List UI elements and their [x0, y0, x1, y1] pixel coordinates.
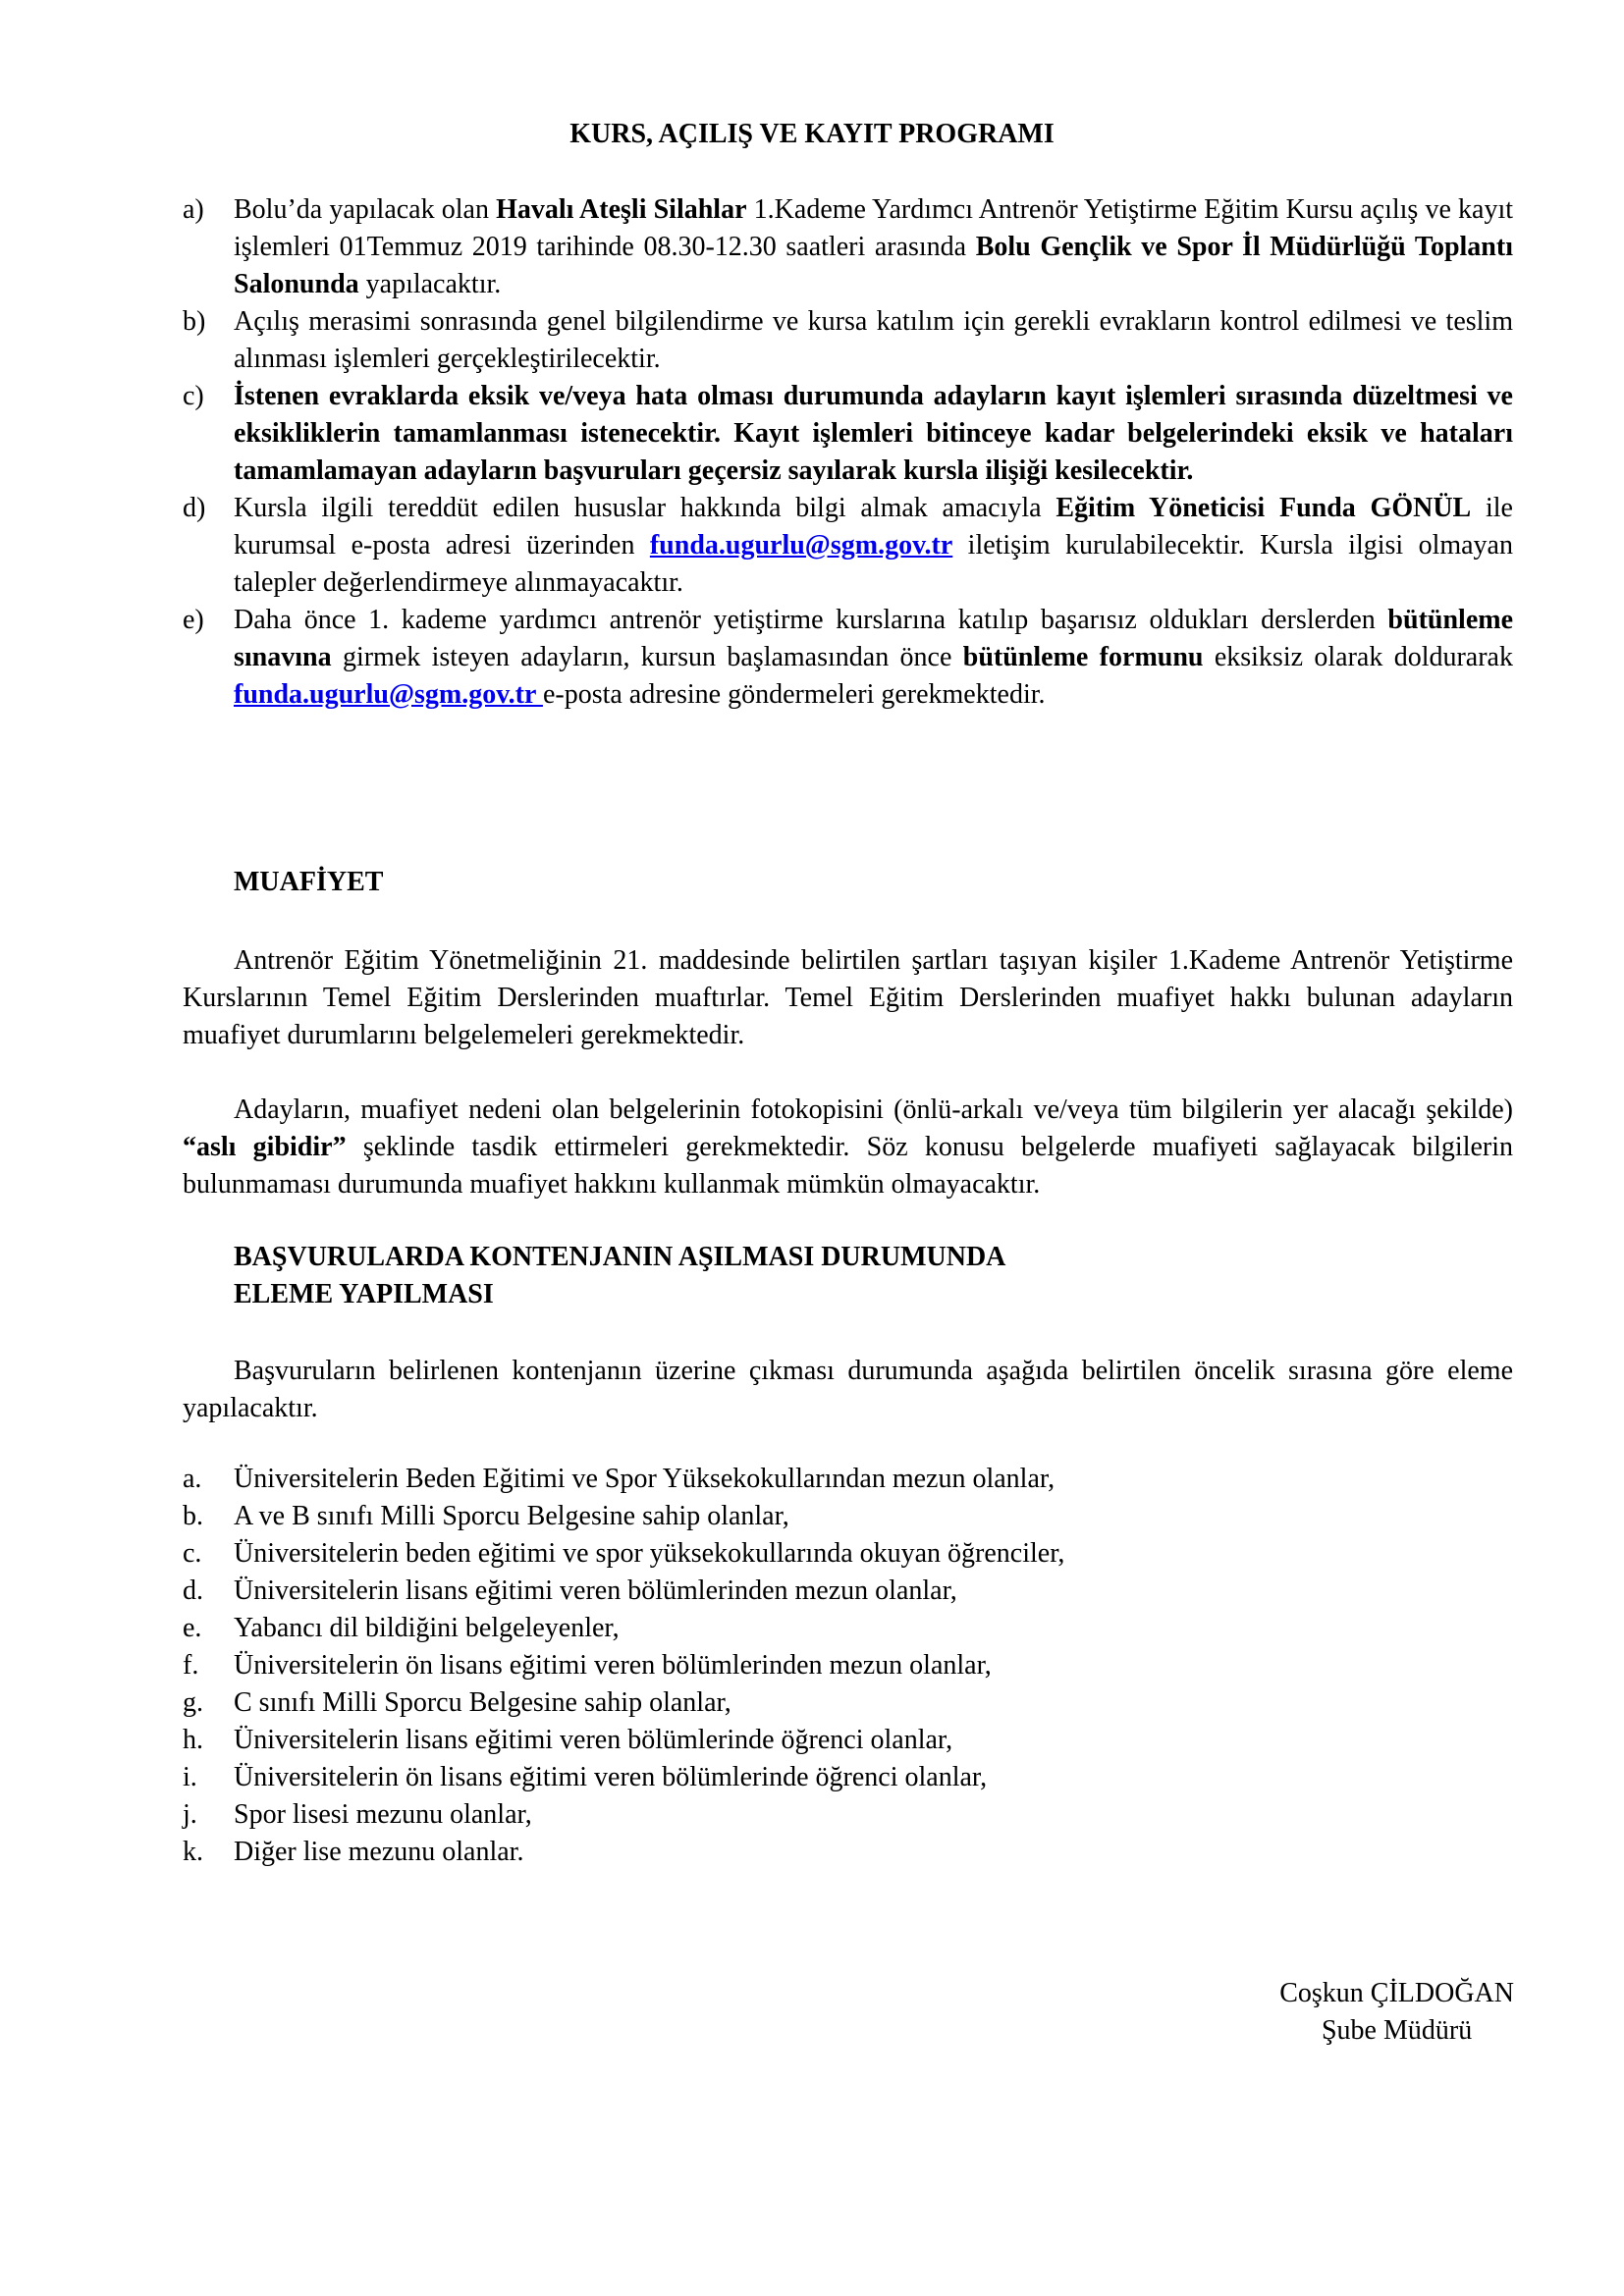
bold-text: İstenen evraklarda eksik ve/veya hata olması durumunda adayların kayıt işlemleri sırasında düzeltmesi ve eksikliklerin tamamlanması istenecektir. Kayıt işlemleri bitinceye kadar belgelerindeki eksik ve hataları tamamlamayan adayların başvuruları geçersiz sayılarak kursla ilişiği kesilecektir.: [234, 381, 1513, 486]
text-run: yapılacaktır.: [358, 269, 502, 299]
program-item: [183, 602, 1513, 714]
text-run: e-posta adresine göndermeleri gerekmektedir.: [542, 679, 1046, 710]
list-item: [183, 1573, 1513, 1610]
program-item: [183, 378, 1513, 490]
page-title: KURS, AÇILIŞ VE KAYIT PROGRAMI: [569, 119, 1055, 149]
program-item: [183, 490, 1513, 602]
list-item-text: Üniversitelerin ön lisans eğitimi veren bölümlerinden mezun olanlar,: [234, 1650, 992, 1681]
program-item: [183, 191, 1513, 303]
list-item-text: A ve B sınıfı Milli Sporcu Belgesine sahip olanlar,: [234, 1501, 789, 1531]
muafiyet-paragraph-2: [183, 1092, 1513, 1203]
program-item-text: [234, 602, 1513, 714]
list-item-label: c.: [183, 1538, 202, 1569]
muafiyet-paragraph-1: Antrenör Eğitim Yönetmeliğinin 21. maddesinde belirtilen şartları taşıyan kişiler 1.Kademe Antrenör Yetiştirme Kurslarının Temel Eğitim Derslerinden muaftırlar. Temel Eğitim Derslerinden muafiyet hakkı bulunan adayların muafiyet durumlarını belgelemeleri gerekmektedir.: [183, 945, 1513, 1050]
list-item-label: j.: [183, 1799, 197, 1830]
text-run: Bolu’da yapılacak olan: [234, 194, 497, 225]
list-item-text: Üniversitelerin lisans eğitimi veren bölümlerinde öğrenci olanlar,: [234, 1725, 953, 1755]
bold-text: bütünleme sınavına: [234, 605, 1513, 672]
list-item-text: Üniversitelerin lisans eğitimi veren bölümlerinden mezun olanlar,: [234, 1575, 957, 1606]
signature-name: Coşkun ÇİLDOĞAN: [1279, 1978, 1514, 2008]
signature-title: Şube Müdürü: [1321, 2015, 1473, 2046]
text-run: 1.Kademe Yardımcı Antrenör Yetiştirme Eğitim Kursu açılış ve kayıt işlemleri 01Temmuz 2019 tarihinde 08.30-12.30 saatleri arasında: [234, 194, 1514, 262]
eleme-list: [183, 1461, 1513, 1871]
program-item-label: c): [183, 381, 204, 411]
signature-block: [1279, 1975, 1514, 2050]
program-item-label: e): [183, 605, 204, 635]
bold-text: bütünleme formunu: [962, 642, 1204, 672]
list-item: [183, 1647, 1513, 1684]
text-run: eksiksiz olarak doldurarak: [1203, 642, 1513, 672]
bold-text: Bolu Gençlik ve Spor İl Müdürlüğü Toplantı Salonunda: [234, 232, 1513, 299]
program-item-label: d): [183, 493, 206, 523]
email-link[interactable]: funda.ugurlu@sgm.gov.tr: [649, 530, 953, 561]
list-item: [183, 1834, 1513, 1871]
text-run: ile kurumsal e-posta adresi üzerinden: [234, 493, 1513, 561]
bold-text: Havalı Ateşli Silahlar: [496, 194, 747, 225]
eleme-heading: [234, 1239, 1005, 1313]
program-item-label: a): [183, 194, 204, 225]
program-item: [183, 303, 1513, 378]
eleme-intro: Başvuruların belirlenen kontenjanın üzerine çıkması durumunda aşağıda belirtilen öncelik sırasına göre eleme yapılacaktır.: [183, 1356, 1513, 1423]
list-item: [183, 1461, 1513, 1498]
list-item: [183, 1759, 1513, 1796]
email-link[interactable]: funda.ugurlu@sgm.gov.tr: [234, 679, 543, 710]
program-item-text: [234, 191, 1513, 303]
list-item: [183, 1610, 1513, 1647]
bold-text: Eğitim Yöneticisi Funda GÖNÜL: [1056, 493, 1472, 523]
list-item: [183, 1535, 1513, 1573]
list-item: [183, 1684, 1513, 1722]
list-item: [183, 1722, 1513, 1759]
muafiyet-heading: MUAFİYET: [234, 867, 384, 897]
list-item-text: Yabancı dil bildiğini belgeleyenler,: [234, 1613, 620, 1643]
list-item-label: h.: [183, 1725, 203, 1755]
program-item-text: [234, 378, 1513, 490]
list-item-text: Spor lisesi mezunu olanlar,: [234, 1799, 532, 1830]
list-item-label: i.: [183, 1762, 197, 1792]
list-item-label: b.: [183, 1501, 203, 1531]
list-item-text: Üniversitelerin Beden Eğitimi ve Spor Yüksekokullarından mezun olanlar,: [234, 1464, 1056, 1494]
list-item: [183, 1498, 1513, 1535]
program-item-text: [234, 490, 1513, 602]
text-run: iletişim kurulabilecektir. Kursla ilgisi olmayan talepler değerlendirmeye alınmayacaktır.: [234, 530, 1513, 598]
eleme-heading-line-1: BAŞVURULARDA KONTENJANIN AŞILMASI DURUMUNDA: [234, 1242, 1006, 1272]
list-item-label: a.: [183, 1464, 202, 1494]
muafiyet-p2-after: şeklinde tasdik ettirmeleri gerekmektedir. Söz konusu belgelerde muafiyeti sağlayacak bilgilerin bulunmaması durumunda muafiyet hakkını kullanmak mümkün olmayacaktır.: [183, 1132, 1513, 1200]
list-item-label: k.: [183, 1837, 203, 1867]
list-item-label: g.: [183, 1687, 203, 1718]
text-run: girmek isteyen adayların, kursun başlamasından önce: [331, 642, 963, 672]
list-item-text: C sınıfı Milli Sporcu Belgesine sahip olanlar,: [234, 1687, 731, 1718]
text-run: Açılış merasimi sonrasında genel bilgilendirme ve kursa katılım için gerekli evrakların kontrol edilmesi ve teslim alınması işlemleri gerçekleştirilecektir.: [234, 306, 1513, 374]
program-item-text: [234, 303, 1513, 378]
list-item-text: Üniversitelerin ön lisans eğitimi veren bölümlerinde öğrenci olanlar,: [234, 1762, 988, 1792]
program-item-label: b): [183, 306, 206, 337]
text-run: Kursla ilgili tereddüt edilen hususlar hakkında bilgi almak amacıyla: [234, 493, 1056, 523]
muafiyet-p2-bold: “aslı gibidir”: [183, 1132, 347, 1162]
list-item-label: d.: [183, 1575, 203, 1606]
list-item: [183, 1796, 1513, 1834]
text-run: Daha önce 1. kademe yardımcı antrenör yetiştirme kurslarına katılıp başarısız oldukları derslerden: [234, 605, 1388, 635]
list-item-label: e.: [183, 1613, 202, 1643]
program-list: [183, 191, 1513, 714]
list-item-label: f.: [183, 1650, 199, 1681]
muafiyet-p2-before: Adayların, muafiyet nedeni olan belgelerinin fotokopisini (önlü-arkalı ve/veya tüm bilgilerin yer alacağı şekilde): [234, 1095, 1513, 1125]
list-item-text: Diğer lise mezunu olanlar.: [234, 1837, 524, 1867]
eleme-heading-line-2: ELEME YAPILMASI: [234, 1279, 494, 1309]
list-item-text: Üniversitelerin beden eğitimi ve spor yüksekokullarında okuyan öğrenciler,: [234, 1538, 1065, 1569]
